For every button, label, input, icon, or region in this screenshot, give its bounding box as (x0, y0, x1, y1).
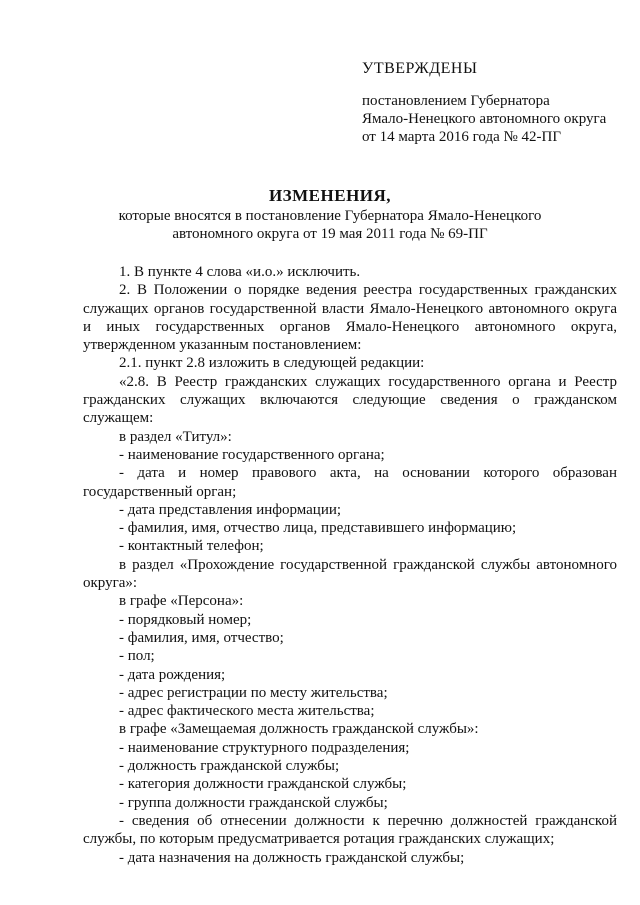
list-item: - пол; (119, 648, 155, 665)
paragraph: в графе «Замещаемая должность гражданской службы»: (119, 721, 479, 738)
list-item: - адрес регистрации по месту жительства; (119, 684, 388, 701)
list-item: - дата рождения; (119, 666, 226, 683)
approval-line: постановлением Губернатора (362, 93, 550, 109)
list-item: - дата представления информации; (119, 501, 342, 518)
approval-line: от 14 марта 2016 года № 42-ПГ (362, 129, 562, 145)
paragraph: 2.1. пункт 2.8 изложить в следующей редакции: (119, 355, 425, 372)
paragraph: «2.8. В Реестр гражданских служащих государственного органа и Реестр гражданских служащих включаются следующие сведения о гражданском служащем: (83, 373, 617, 427)
document-subtitle: которые вносятся в постановление Губернатора Ямало-Ненецкого (118, 208, 542, 224)
list-item: - контактный телефон; (119, 538, 264, 555)
list-item: - фамилия, имя, отчество; (119, 629, 284, 646)
list-item: - должность гражданской службы; (119, 758, 340, 775)
paragraph: 1. В пункте 4 слова «и.о.» исключить. (119, 264, 361, 280)
list-item: - группа должности гражданской службы; (119, 794, 388, 811)
approval-heading: УТВЕРЖДЕНЫ (362, 60, 478, 77)
list-item: - категория должности гражданской службы; (119, 776, 407, 793)
list-item: - адрес фактического места жительства; (119, 703, 375, 720)
list-item: - наименование структурного подразделения; (119, 739, 410, 756)
list-item: - фамилия, имя, отчество лица, представившего информацию; (119, 520, 517, 537)
document-body (83, 263, 617, 867)
paragraph: 2. В Положении о порядке ведения реестра государственных гражданских служащих органов государственной власти Ямало-Ненецкого автономного округа и иных государственных органов Ямало-Ненецкого автономного округа, утвержденном указанным постановлением: (83, 282, 617, 354)
document-header (80, 187, 580, 243)
paragraph: в графе «Персона»: (119, 593, 244, 610)
list-item: - порядковый номер; (119, 611, 252, 628)
list-item: - дата и номер правового акта, на основании которого образован государственный орган; (83, 465, 617, 500)
list-item: - дата назначения на должность гражданской службы; (119, 849, 465, 866)
document-title: ИЗМЕНЕНИЯ, (268, 186, 392, 205)
paragraph: в раздел «Прохождение государственной гражданской службы автономного округа»: (83, 556, 617, 592)
approval-stamp (362, 60, 632, 146)
approval-line: Ямало-Ненецкого автономного округа (362, 111, 607, 127)
list-item: - наименование государственного органа; (119, 446, 385, 463)
list-item: - сведения об отнесении должности к перечню должностей гражданской службы, по которым предусматривается ротация гражданских служащих; (83, 812, 617, 848)
document-subtitle: автономного округа от 19 мая 2011 года № 69-ПГ (172, 226, 488, 242)
paragraph: в раздел «Титул»: (119, 428, 232, 445)
